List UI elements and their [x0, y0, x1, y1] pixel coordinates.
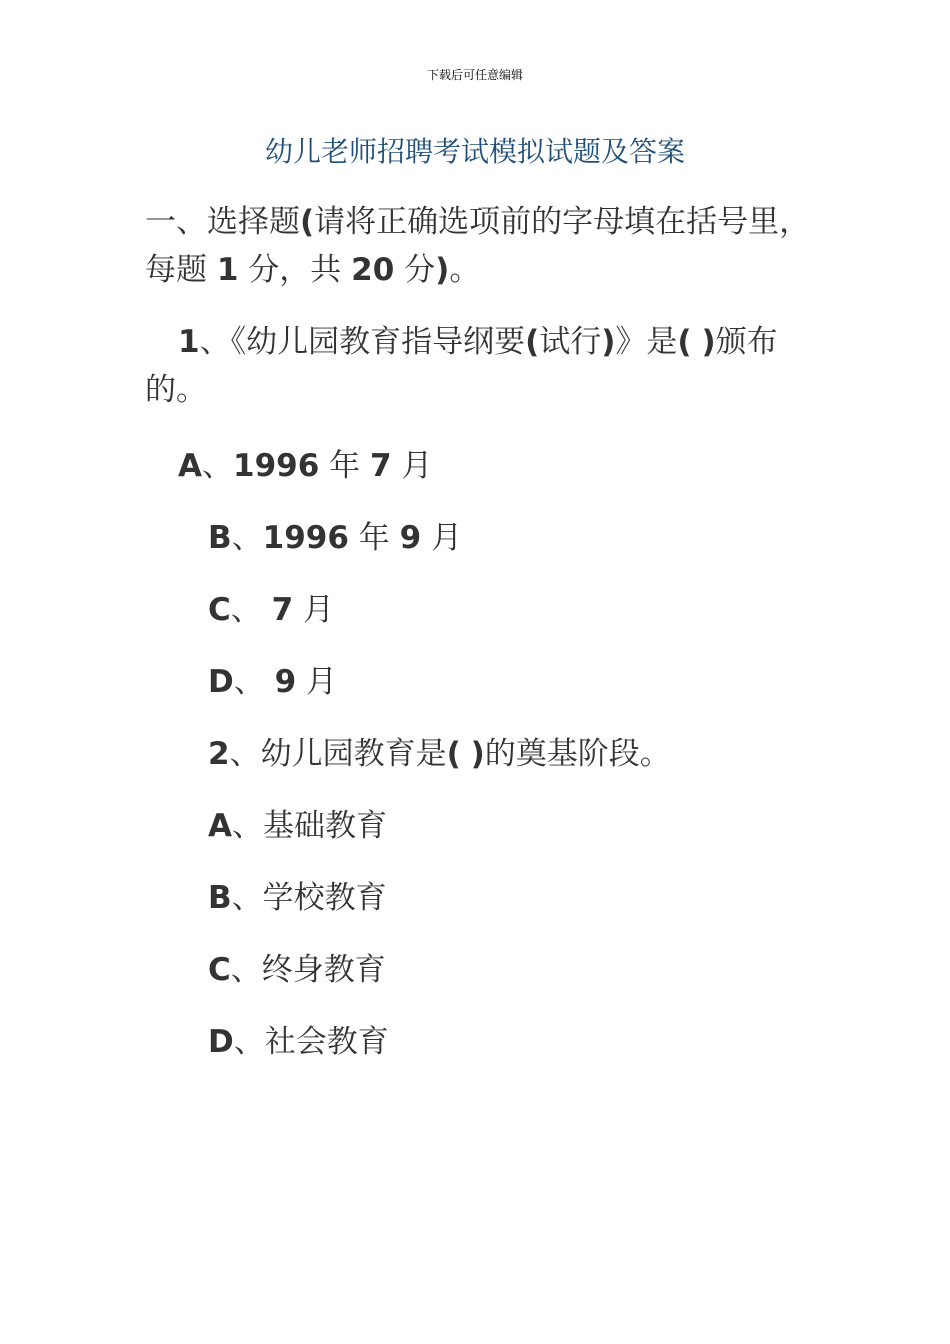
- question-1-option-a: A、1996 年 7 月: [178, 448, 433, 484]
- question-1-option-b: B、1996 年 9 月: [208, 520, 463, 556]
- question-2-option-b: B、学校教育: [208, 880, 387, 916]
- question-2-option-c: C、终身教育: [208, 952, 386, 988]
- question-1-text: 1、《幼儿园教育指导纲要(试行)》是( )颁布的。: [145, 324, 778, 408]
- header-note: 下载后可任意编辑: [426, 68, 523, 82]
- section-heading: 一、选择题(请将正确选项前的字母填在括号里，每题 1 分，共 20 分)。: [145, 204, 811, 288]
- question-2-option-a: A、基础教育: [208, 808, 387, 844]
- document-title: 幼儿老师招聘考试模拟试题及答案: [264, 135, 685, 168]
- question-1-option-c: C、 7 月: [208, 592, 335, 628]
- question-2-text: 2、幼儿园教育是( )的奠基阶段。: [208, 736, 671, 772]
- question-2-option-d: D、社会教育: [208, 1024, 389, 1060]
- question-1-option-d: D、 9 月: [208, 664, 338, 700]
